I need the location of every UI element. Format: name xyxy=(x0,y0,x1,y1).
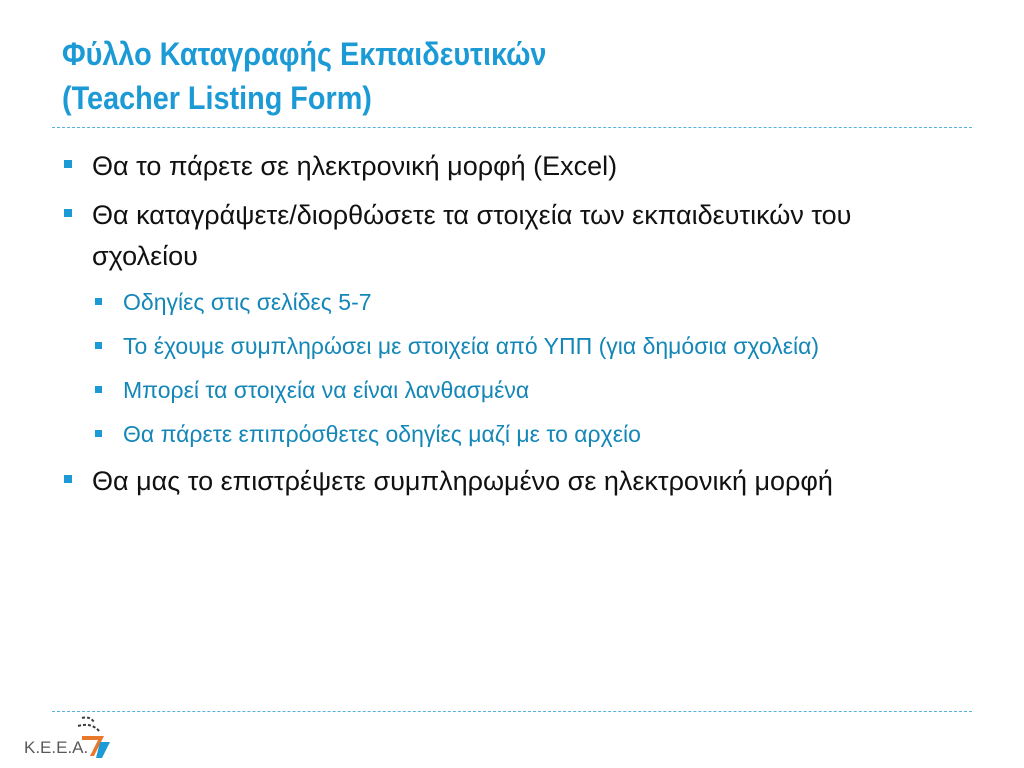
title-line-english: (Teacher Listing Form) xyxy=(62,80,372,116)
square-bullet-icon xyxy=(64,475,72,483)
sub-bullet-item xyxy=(60,373,950,408)
logo-text: K.E.E.A. xyxy=(24,738,89,757)
square-bullet-icon xyxy=(64,160,72,168)
square-bullet-icon xyxy=(95,430,102,437)
sub-bullet-item xyxy=(60,329,950,364)
bullet-text: Θα το πάρετε σε ηλεκτρονική μορφή (Excel) xyxy=(92,151,618,181)
sub-bullet-item xyxy=(60,417,950,452)
sub-bullet-item xyxy=(60,285,950,320)
top-divider xyxy=(52,127,972,128)
bullet-text: Θα μας το επιστρέψετε συμπληρωμένο σε ηλεκτρονική μορφή xyxy=(92,466,833,496)
bullet-item xyxy=(60,461,950,502)
title-line-greek: Φύλλο Καταγραφής Εκπαιδευτικών xyxy=(62,36,547,72)
bullet-text: Θα καταγράψετε/διορθώσετε τα στοιχεία των εκπαιδευτικών του σχολείου xyxy=(92,200,852,271)
slide-title xyxy=(62,32,872,120)
sub-bullet-text: Μπορεί τα στοιχεία να είναι λανθασμένα xyxy=(123,377,530,403)
square-bullet-icon xyxy=(64,209,72,217)
bullet-item xyxy=(60,195,950,277)
keea-logo xyxy=(20,712,120,766)
sub-bullet-text: Οδηγίες στις σελίδες 5-7 xyxy=(123,289,372,315)
sub-bullet-text: Θα πάρετε επιπρόσθετες οδηγίες μαζί με το αρχείο xyxy=(123,421,641,447)
bullet-item xyxy=(60,146,950,187)
square-bullet-icon xyxy=(95,386,102,393)
bullet-list xyxy=(60,146,950,510)
square-bullet-icon xyxy=(95,342,102,349)
square-bullet-icon xyxy=(95,298,102,305)
sub-bullet-text: Το έχουμε συμπληρώσει με στοιχεία από ΥΠΠ (για δημόσια σχολεία) xyxy=(123,333,820,359)
bottom-divider xyxy=(52,711,972,712)
